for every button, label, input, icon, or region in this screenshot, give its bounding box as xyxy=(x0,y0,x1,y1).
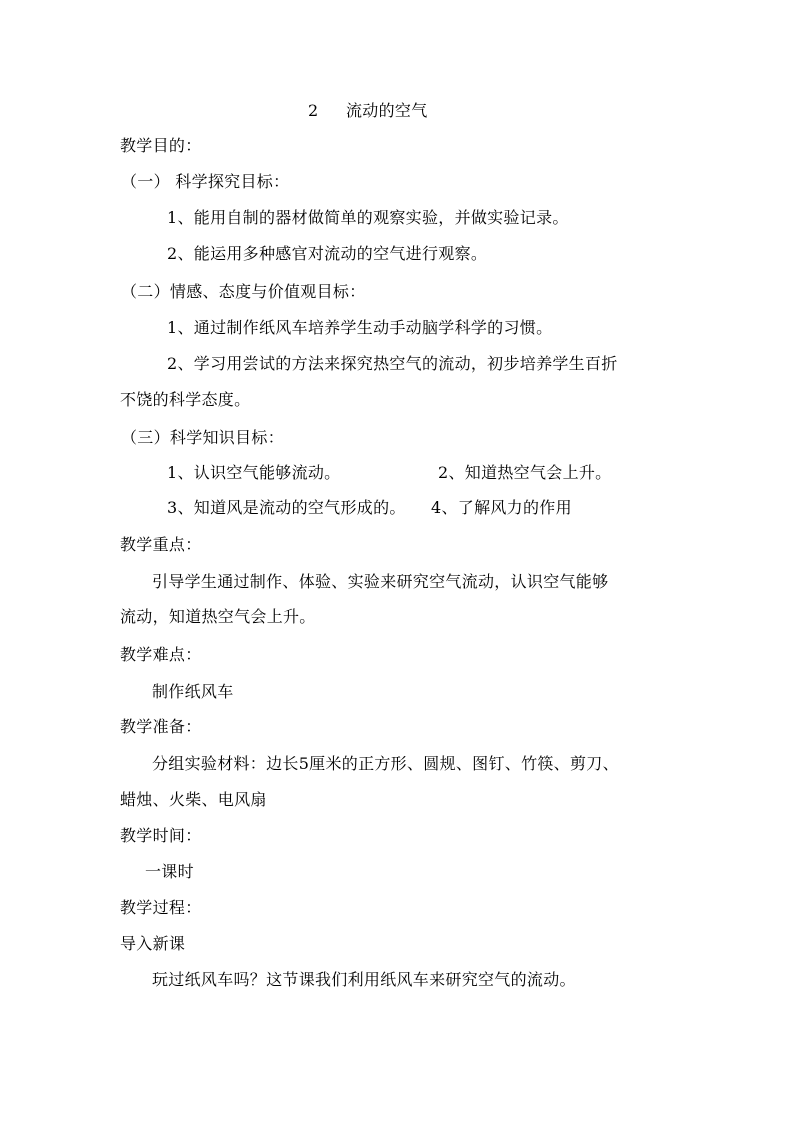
key-points-heading: 教学重点： xyxy=(120,535,202,554)
preparation-line2: 蜡烛、火柴、电风扇 xyxy=(120,790,267,809)
goal2-item2-line2: 不饶的科学态度。 xyxy=(120,390,251,409)
document-title xyxy=(308,100,428,122)
key-points-line2: 流动，知道热空气会上升。 xyxy=(120,607,316,626)
intro-text: 玩过纸风车吗？这节课我们利用纸风车来研究空气的流动。 xyxy=(152,970,576,989)
goal3-item1: 1、认识空气能够流动。 xyxy=(167,463,341,482)
goal2-item1: 1、通过制作纸风车培养学生动手动脑学科学的习惯。 xyxy=(167,318,553,337)
goal1-item2: 2、能运用多种感官对流动的空气进行观察。 xyxy=(167,244,488,263)
goal2-heading: （二）情感、态度与价值观目标： xyxy=(121,282,366,301)
time-text: 一课时 xyxy=(145,862,194,881)
goal1-item1: 1、能用自制的器材做简单的观察实验，并做实验记录。 xyxy=(167,208,569,227)
goal3-heading: （三）科学知识目标： xyxy=(121,428,285,447)
time-heading: 教学时间： xyxy=(120,826,202,845)
difficulties-heading: 教学难点： xyxy=(120,645,202,664)
goal1-heading: （一） 科学探究目标： xyxy=(121,172,290,191)
goal3-item4: 4、了解风力的作用 xyxy=(431,498,572,517)
preparation-heading: 教学准备： xyxy=(120,717,202,736)
goal3-item2: 2、知道热空气会上升。 xyxy=(438,463,612,482)
key-points-line1: 引导学生通过制作、体验、实验来研究空气流动，认识空气能够 xyxy=(152,572,609,591)
goals-heading: 教学目的： xyxy=(120,136,202,155)
process-heading: 教学过程： xyxy=(120,898,202,917)
goal2-item2-line1: 2、学习用尝试的方法来探究热空气的流动，初步培养学生百折 xyxy=(167,354,618,373)
difficulties-text: 制作纸风车 xyxy=(152,682,234,701)
preparation-line1: 分组实验材料：边长5厘米的正方形、圆规、图钉、竹筷、剪刀、 xyxy=(152,754,619,773)
title-number: 2 xyxy=(308,101,319,120)
goal3-item3: 3、知道风是流动的空气形成的。 xyxy=(167,498,406,517)
intro-heading: 导入新课 xyxy=(120,934,186,953)
title-text: 流动的空气 xyxy=(346,101,428,120)
